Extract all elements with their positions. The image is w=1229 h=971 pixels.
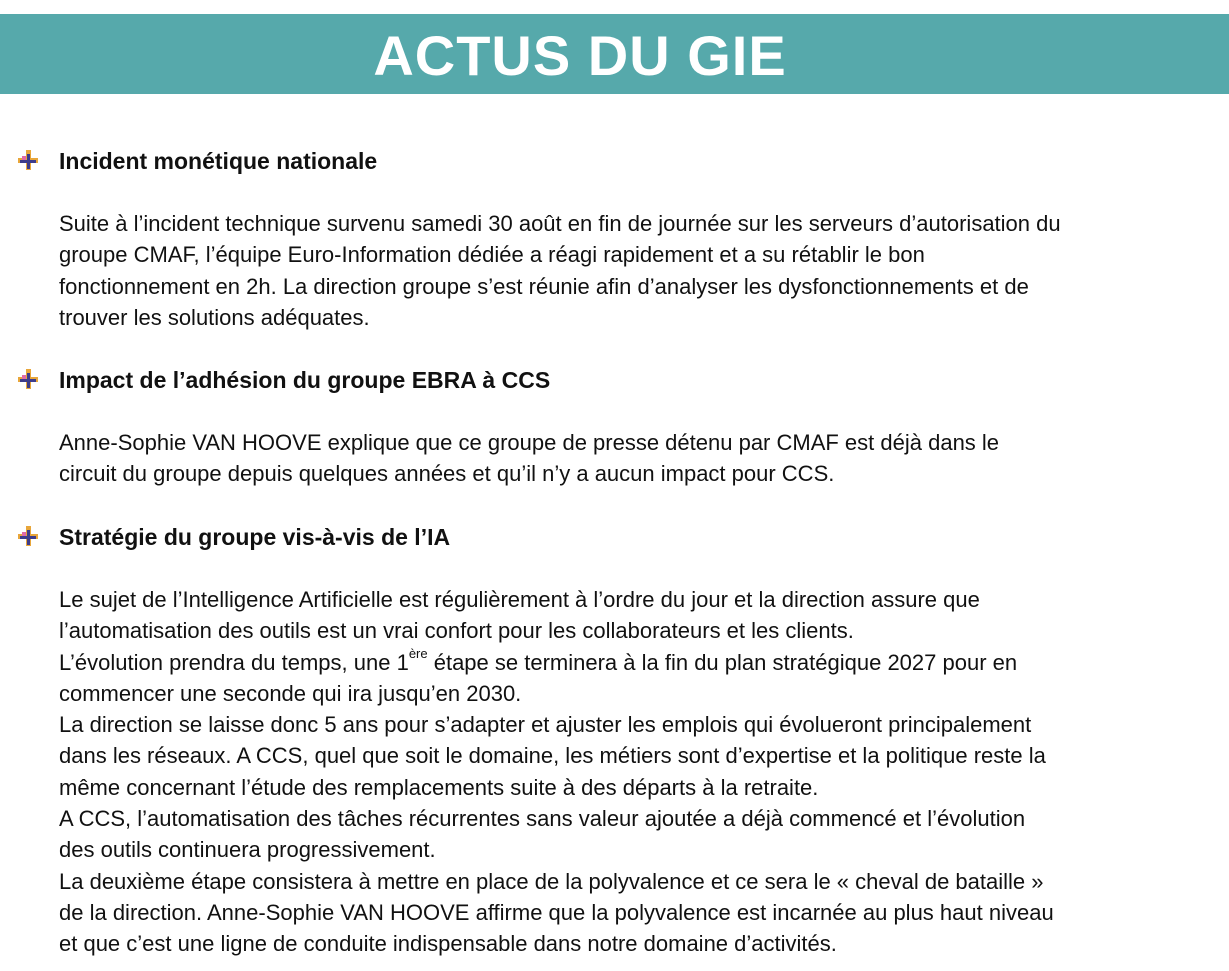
section-heading-row — [0, 522, 1229, 552]
section-paragraph — [59, 584, 1219, 960]
line-text: L’évolution prendra du temps, une 1 — [59, 649, 409, 675]
section-incident — [0, 146, 1229, 330]
section-heading: Stratégie du groupe vis-à-vis de l’IA — [59, 524, 451, 550]
section-heading-row — [0, 146, 1229, 176]
paragraph-line: Anne-Sophie VAN HOOVE explique que ce groupe de presse détenu par CMAF est déjà dans le — [59, 430, 1000, 455]
section-ebra — [0, 365, 1229, 487]
section-heading-row — [0, 365, 1229, 395]
paragraph-line: trouver les solutions adéquates. — [59, 304, 370, 330]
bullet-cross-icon — [18, 369, 38, 389]
paragraph-line: groupe CMAF, l’équipe Euro-Information dédiée a réagi rapidement et a su rétablir le bon — [59, 242, 925, 268]
paragraph-line: Suite à l’incident technique survenu samedi 30 août en fin de journée sur les serveurs d’autorisation du — [59, 211, 1061, 236]
paragraph-line: de la direction. Anne-Sophie VAN HOOVE affirme que la polyvalence est incarnée au plus haut niveau — [59, 899, 1054, 925]
paragraph-line: même concernant l’étude des remplacements suite à des départs à la retraite. — [59, 774, 819, 800]
section-paragraph — [59, 427, 1219, 490]
superscript: ère — [408, 646, 428, 662]
header-banner — [0, 14, 1229, 94]
paragraph-line: La direction se laisse donc 5 ans pour s’adapter et ajuster les emplois qui évolueront principalement — [59, 712, 1032, 738]
paragraph-line: fonctionnement en 2h. La direction groupe s’est réunie afin d’analyser les dysfonctionnements et de — [59, 273, 1029, 299]
paragraph-line: La deuxième étape consistera à mettre en place de la polyvalence et ce sera le « cheval de bataille » — [59, 868, 1044, 894]
paragraph-line: commencer une seconde qui ira jusqu’en 2030. — [59, 680, 522, 706]
section-paragraph — [59, 208, 1219, 333]
paragraph-line: des outils continuera progressivement. — [59, 837, 436, 863]
paragraph-line: A CCS, l’automatisation des tâches récurrentes sans valeur ajoutée a déjà commencé et l’évolution — [59, 806, 1026, 832]
paragraph-line: l’automatisation des outils est un vrai confort pour les collaborateurs et les clients. — [59, 618, 854, 644]
paragraph-line: et que c’est une ligne de conduite indispensable dans notre domaine d’activités. — [59, 931, 837, 957]
bullet-cross-icon — [18, 526, 38, 546]
bullet-cross-icon — [18, 150, 38, 170]
section-heading: Incident monétique nationale — [59, 148, 378, 174]
line-text: étape se terminera à la fin du plan stratégique 2027 pour en — [427, 649, 1018, 675]
paragraph-line: circuit du groupe depuis quelques années et qu’il n’y a aucun impact pour CCS. — [59, 461, 835, 487]
paragraph-line — [59, 647, 1219, 678]
paragraph-line: dans les réseaux. A CCS, quel que soit le domaine, les métiers sont d’expertise et la politique reste la — [59, 743, 1046, 769]
page-title: ACTUS DU GIE — [373, 24, 787, 87]
paragraph-line: Le sujet de l’Intelligence Artificielle est régulièrement à l’ordre du jour et la direction assure que — [59, 587, 980, 612]
section-ia — [0, 522, 1229, 957]
section-heading: Impact de l’adhésion du groupe EBRA à CCS — [59, 367, 551, 393]
